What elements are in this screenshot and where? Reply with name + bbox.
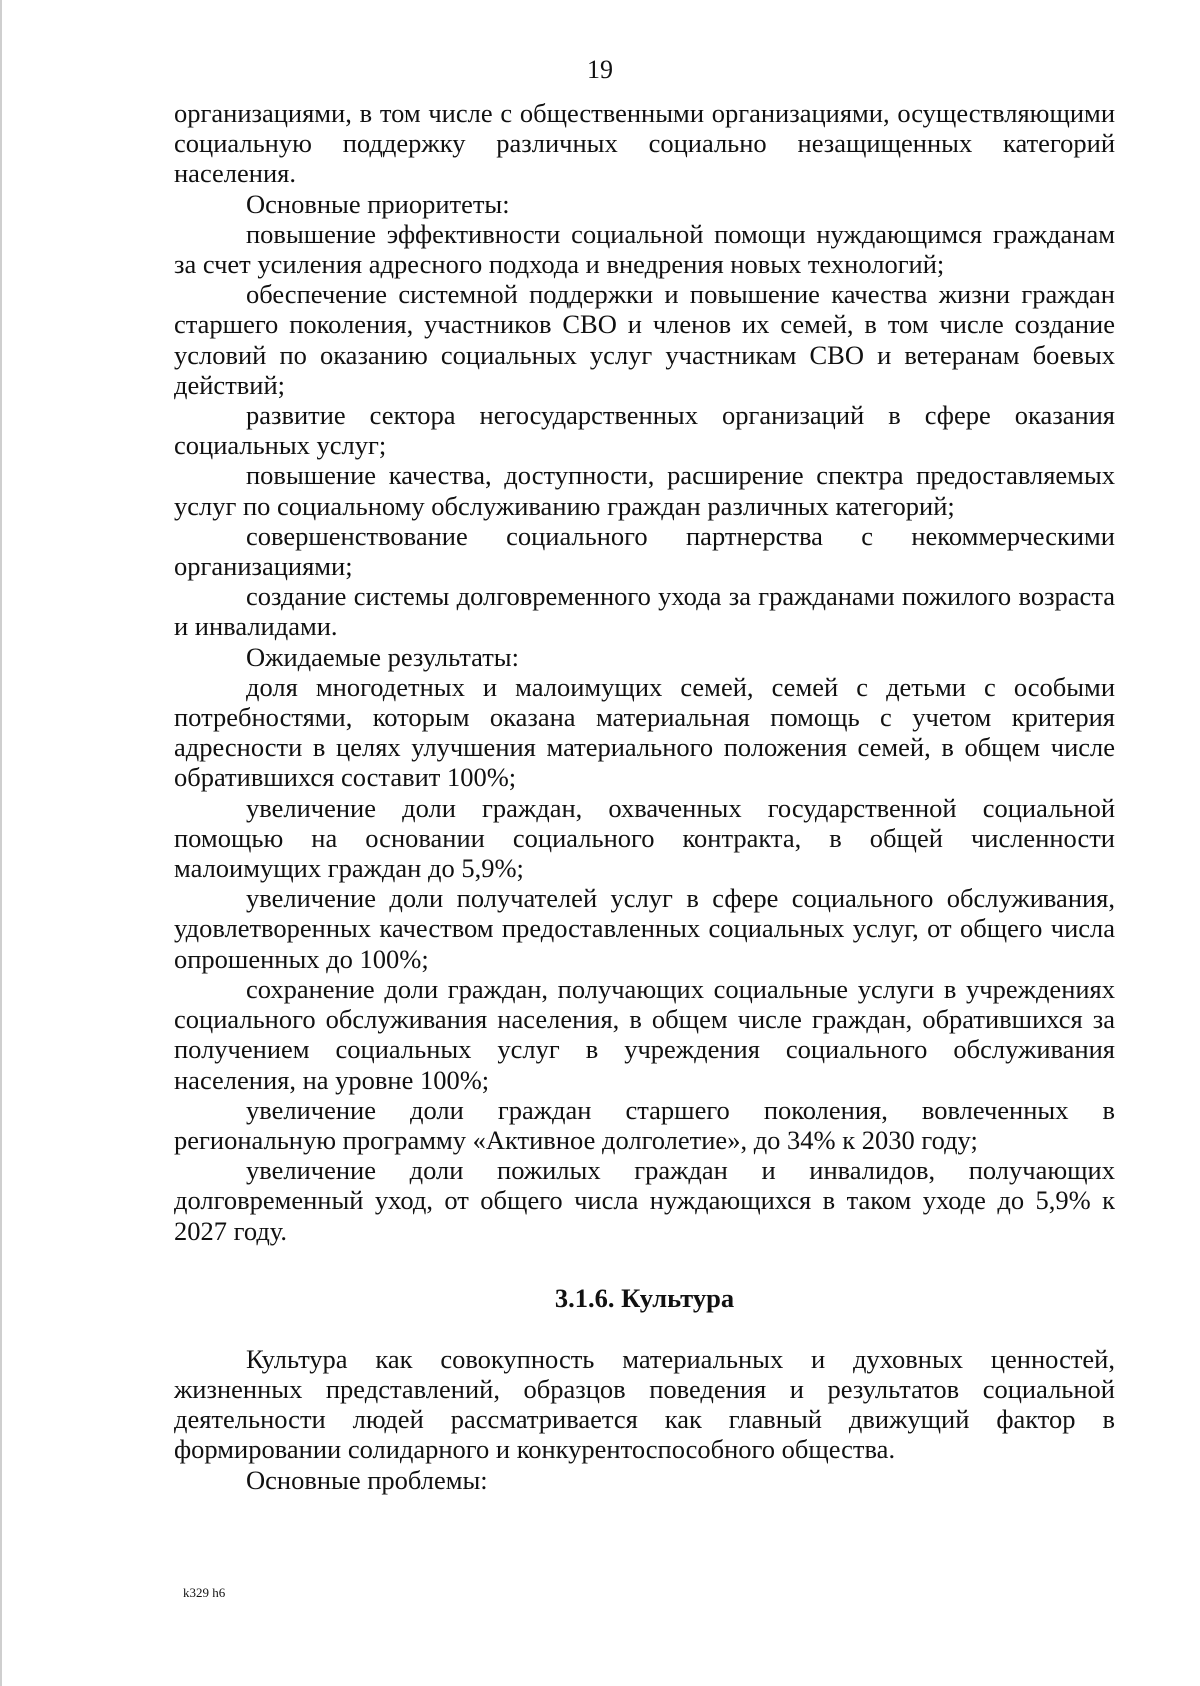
paragraph-priority-3: развитие сектора негосударственных организаций в сфере оказания социальных услуг;: [174, 400, 1115, 461]
paragraph-result-3: увеличение доли получателей услуг в сфере социального обслуживания, удовлетворенных качеством предоставленных социальных услуг, от общего числа опрошенных до 100%;: [174, 883, 1115, 974]
paragraph-result-5: увеличение доли граждан старшего поколения, вовлеченных в региональную программу «Активное долголетие», до 34% к 2030 году;: [174, 1094, 1115, 1155]
paragraph-result-4: сохранение доли граждан, получающих социальные услуги в учреждениях социального обслуживания населения, в общем числе граждан, обратившихся за получением социальных услуг в учреждения социального обслуживания населения, на уровне 100%;: [174, 973, 1115, 1095]
page-number: 19: [587, 55, 613, 84]
paragraph-results-heading: Ожидаемые результаты:: [246, 641, 519, 672]
footer-document-code: k329 h6: [183, 1585, 226, 1600]
paragraph-continuation: организациями, в том числе с общественными организациями, осуществляющими социальную поддержку различных социально незащищенных категорий населения.: [174, 98, 1115, 189]
paragraph-result-2: увеличение доли граждан, охваченных государственной социальной помощью на основании социального контракта, в общей численности малоимущих граждан до 5,9%;: [174, 792, 1115, 884]
paragraph-priority-1: повышение эффективности социальной помощи нуждающимся гражданам за счет усиления адресного подхода и внедрения новых технологий;: [174, 218, 1115, 280]
paragraph-culture-intro: Культура как совокупность материальных и духовных ценностей, жизненных представлений, образцов поведения и результатов социальной деятельности людей рассматривается как главный движущий фактор в формировании солидарного и конкурентоспособного общества.: [174, 1343, 1115, 1465]
scan-edge-line: [0, 0, 2, 1686]
paragraph-priorities-heading: Основные приоритеты:: [246, 188, 510, 219]
paragraph-priority-5: совершенствование социального партнерства с некоммерческими организациями;: [174, 520, 1115, 582]
paragraph-problems-heading: Основные проблемы:: [246, 1464, 488, 1495]
paragraph-priority-4: повышение качества, доступности, расширение спектра предоставляемых услуг по социальному обслуживанию граждан различных категорий;: [174, 460, 1115, 521]
paragraph-priority-6: создание системы долговременного ухода за гражданами пожилого возраста и инвалидами.: [174, 581, 1115, 642]
paragraph-priority-2: обеспечение системной поддержки и повышение качества жизни граждан старшего поколения, участников СВО и членов их семей, в том числе создание условий по оказанию социальных услуг участникам СВО и ветеранам боевых действий;: [174, 279, 1115, 400]
paragraph-result-6: увеличение доли пожилых граждан и инвалидов, получающих долговременный уход, от общего числа нуждающихся в таком уходе до 5,9% к 2027 году.: [174, 1155, 1115, 1246]
paragraph-result-1: доля многодетных и малоимущих семей, семей с детьми с особыми потребностями, которым оказана материальная помощь с учетом критерия адресности в целях улучшения материального положения семей, в общем числе обратившихся составит 100%;: [174, 671, 1115, 793]
document-body: [174, 98, 1115, 1495]
section-heading-culture: 3.1.6. Культура: [554, 1282, 735, 1313]
